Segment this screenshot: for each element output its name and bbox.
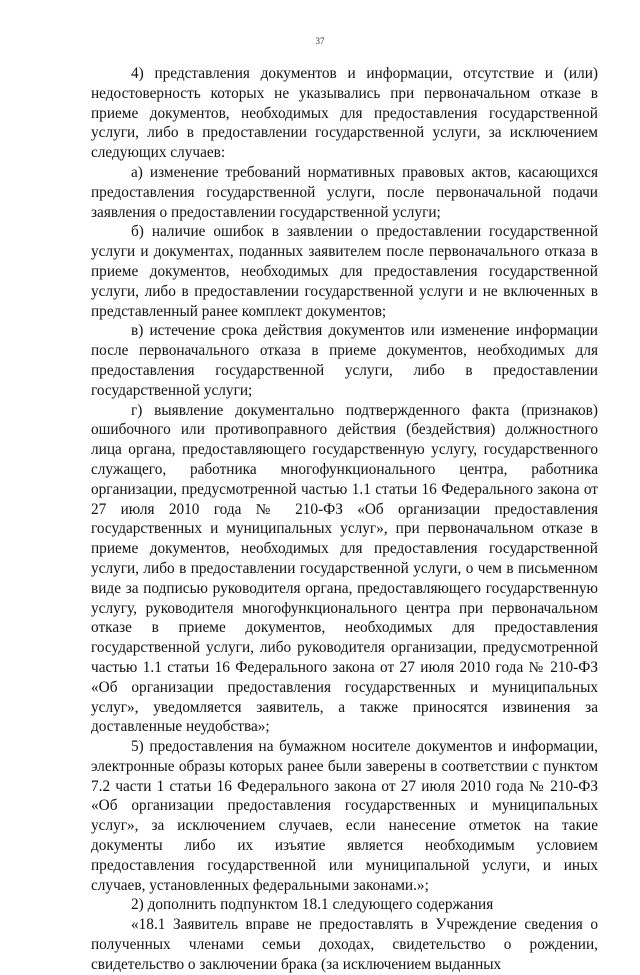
paragraph-item-4: 4) представления документов и информации, отсутствие и (или) недостоверность которых не указывались при первоначальном отказе в приеме документов, необходимых для предоставления государственной услуги, либо в предоставлении государственной услуги, за исключением следующих случаев: — [91, 65, 598, 162]
paragraph-item-5: 5) предоставления на бумажном носителе документов и информации, электронные образы которых ранее были заверены в соответствии с пунктом 7.2 части 1 статьи 16 Федерального закона от 27 июля 2010 года № 210-ФЗ «Об организации предоставления государственных и муниципальных услуг», за исключением случаев, если нанесение отметок на такие документы либо их изъятие является необходимым условием предоставления государственной или муниципальной услуги, и иных случаев, установленных федеральными законами.»; — [91, 738, 598, 894]
paragraph-subitem-g: г) выявление документально подтвержденного факта (признаков) ошибочного или противоправного действия (бездействия) должностного лица органа, предоставляющего государственную услугу, государственного служащего, работника многофункционального центра, работника организации, предусмотренной частью 1.1 статьи 16 Федерального закона от 27 июля 2010 года № 210-ФЗ «Об организации предоставления государственных и муниципальных услуг», при первоначальном отказе в приеме документов, необходимых для предоставления государственной услуги, либо в предоставлении государственной услуги, о чем в письменном виде за подписью руководителя органа, предоставляющего государственную услугу, руководителя многофункционального центра при первоначальном отказе в приеме документов, необходимых для предоставления государственной услуги, либо руководителя организации, предусмотренной частью 1.1 статьи 16 Федерального закона от 27 июля 2010 года № 210-ФЗ «Об организации предоставления государственных и муниципальных услуг», уведомляется заявитель, а также приносятся извинения за доставленные неудобства»; — [91, 401, 598, 736]
paragraph-subitem-a: а) изменение требований нормативных правовых актов, касающихся предоставления государственной услуги, после первоначальной подачи заявления о предоставлении государственной услуги; — [91, 163, 598, 221]
document-body — [91, 64, 598, 975]
paragraph-subitem-b: б) наличие ошибок в заявлении о предоставлении государственной услуги и документах, поданных заявителем после первоначального отказа в приеме документов, необходимых для предоставления государственной услуги, либо в предоставлении государственной услуги и не включенных в представленный ранее комплект документов; — [91, 223, 598, 320]
page-number: 37 — [315, 36, 325, 46]
paragraph-clause-18-1: «18.1 Заявитель вправе не предоставлять в Учреждение сведения о полученных членами семьи доходах, свидетельство о рождении, свидетельство о заключении брака (за исключением выданных — [91, 916, 598, 973]
paragraph-amendment-2: 2) дополнить подпунктом 18.1 следующего содержания — [131, 896, 494, 914]
paragraph-subitem-v: в) истечение срока действия документов или изменение информации после первоначального отказа в приеме документов, необходимых для предоставления государственной услуги, либо в предоставлении государственной услуги; — [91, 322, 598, 399]
